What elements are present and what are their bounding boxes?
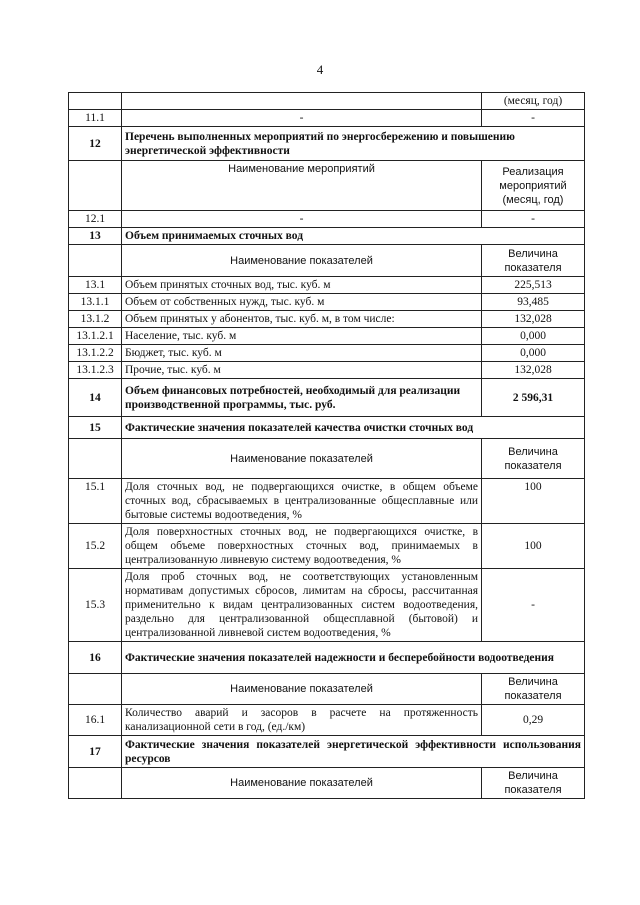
program-table bbox=[68, 92, 585, 799]
row-name bbox=[122, 93, 482, 110]
row-value: 0,29 bbox=[482, 705, 585, 736]
column-header-value: Реализация мероприятий (месяц, год) bbox=[482, 161, 585, 211]
row-number: 13.1 bbox=[69, 277, 122, 294]
row-name: - bbox=[122, 110, 482, 127]
row-number: 13.1.1 bbox=[69, 294, 122, 311]
row-name: Объем от собственных нужд, тыс. куб. м bbox=[122, 294, 482, 311]
table-row bbox=[69, 311, 585, 328]
row-number: 16.1 bbox=[69, 705, 122, 736]
table-row bbox=[69, 524, 585, 569]
table-row bbox=[69, 569, 585, 642]
row-value: 100 bbox=[482, 524, 585, 569]
section-title: Объем финансовых потребностей, необходимый для реализации производственной программы, тыс. руб. bbox=[122, 379, 482, 417]
column-header-value: Величина показателя bbox=[482, 768, 585, 799]
column-header-value: Величина показателя bbox=[482, 245, 585, 277]
section-number: 13 bbox=[69, 228, 122, 245]
column-header-name: Наименование показателей bbox=[122, 439, 482, 479]
header-number bbox=[69, 439, 122, 479]
row-name: Население, тыс. куб. м bbox=[122, 328, 482, 345]
section-title: Объем принимаемых сточных вод bbox=[122, 228, 585, 245]
row-name: Бюджет, тыс. куб. м bbox=[122, 345, 482, 362]
table-row bbox=[69, 277, 585, 294]
table-row bbox=[69, 362, 585, 379]
row-name: Доля поверхностных сточных вод, не подвергающихся очистке, в общем объеме поверхностных сточных вод, принимаемых в централизованную ливневую систему водоотведения, % bbox=[122, 524, 482, 569]
row-value: 93,485 bbox=[482, 294, 585, 311]
header-number bbox=[69, 245, 122, 277]
section-title: Перечень выполненных мероприятий по энергосбережению и повышению энергетической эффективности bbox=[122, 127, 585, 161]
row-value: 100 bbox=[482, 479, 585, 524]
header-number bbox=[69, 768, 122, 799]
table-row bbox=[69, 211, 585, 228]
row-value: 132,028 bbox=[482, 362, 585, 379]
header-row bbox=[69, 161, 585, 211]
section-row bbox=[69, 127, 585, 161]
header-row bbox=[69, 245, 585, 277]
row-number: 15.1 bbox=[69, 479, 122, 524]
table-row bbox=[69, 110, 585, 127]
row-name: Количество аварий и засоров в расчете на протяженность канализационной сети в год, (ед./км) bbox=[122, 705, 482, 736]
row-number: 13.1.2 bbox=[69, 311, 122, 328]
section-number: 17 bbox=[69, 736, 122, 768]
section-number: 12 bbox=[69, 127, 122, 161]
section-row bbox=[69, 736, 585, 768]
row-value: - bbox=[482, 110, 585, 127]
section-row bbox=[69, 417, 585, 439]
section-number: 16 bbox=[69, 642, 122, 674]
header-row bbox=[69, 768, 585, 799]
row-name: Объем принятых сточных вод, тыс. куб. м bbox=[122, 277, 482, 294]
row-name: - bbox=[122, 211, 482, 228]
row-name: Прочие, тыс. куб. м bbox=[122, 362, 482, 379]
column-header-name: Наименование показателей bbox=[122, 674, 482, 705]
section-title: Фактические значения показателей качества очистки сточных вод bbox=[122, 417, 585, 439]
row-name: Доля сточных вод, не подвергающихся очистке, в общем объеме сточных вод, сбрасываемых в централизованные общесплавные или бытовые системы водоотведения, % bbox=[122, 479, 482, 524]
section-row bbox=[69, 228, 585, 245]
header-row bbox=[69, 439, 585, 479]
row-name: Доля проб сточных вод, не соответствующих установленным нормативам допустимых сбросов, лимитам на сбросы, рассчитанная применительно к видам централизованных систем водоотведения, раздельно для централизованной общесплавной (бытовой) и централизованной ливневой систем водоотведения, % bbox=[122, 569, 482, 642]
column-header-value: Величина показателя bbox=[482, 439, 585, 479]
section-row bbox=[69, 379, 585, 417]
row-number: 13.1.2.1 bbox=[69, 328, 122, 345]
row-value: 225,513 bbox=[482, 277, 585, 294]
column-header-value: Величина показателя bbox=[482, 674, 585, 705]
row-number: 11.1 bbox=[69, 110, 122, 127]
row-number: 12.1 bbox=[69, 211, 122, 228]
row-number: 13.1.2.3 bbox=[69, 362, 122, 379]
table-row bbox=[69, 328, 585, 345]
page-number: 4 bbox=[316, 62, 324, 77]
section-number: 15 bbox=[69, 417, 122, 439]
table-row bbox=[69, 479, 585, 524]
table-row bbox=[69, 294, 585, 311]
column-header-name: Наименование показателей bbox=[122, 768, 482, 799]
table-row bbox=[69, 93, 585, 110]
table-row bbox=[69, 705, 585, 736]
row-value: 0,000 bbox=[482, 345, 585, 362]
section-value: 2 596,31 bbox=[482, 379, 585, 417]
header-number bbox=[69, 674, 122, 705]
column-header-name: Наименование мероприятий bbox=[122, 161, 482, 211]
section-row bbox=[69, 642, 585, 674]
column-header-name: Наименование показателей bbox=[122, 245, 482, 277]
row-number bbox=[69, 93, 122, 110]
section-title: Фактические значения показателей энергетической эффективности использования ресурсов bbox=[122, 736, 585, 768]
section-title: Фактические значения показателей надежности и бесперебойности водоотведения bbox=[122, 642, 585, 674]
row-number: 15.3 bbox=[69, 569, 122, 642]
row-name: Объем принятых у абонентов, тыс. куб. м, в том числе: bbox=[122, 311, 482, 328]
column-header-value: (месяц, год) bbox=[482, 93, 585, 110]
row-value: - bbox=[482, 211, 585, 228]
row-value: - bbox=[482, 569, 585, 642]
table-row bbox=[69, 345, 585, 362]
section-number: 14 bbox=[69, 379, 122, 417]
row-value: 132,028 bbox=[482, 311, 585, 328]
header-number bbox=[69, 161, 122, 211]
row-number: 15.2 bbox=[69, 524, 122, 569]
header-row bbox=[69, 674, 585, 705]
row-number: 13.1.2.2 bbox=[69, 345, 122, 362]
row-value: 0,000 bbox=[482, 328, 585, 345]
